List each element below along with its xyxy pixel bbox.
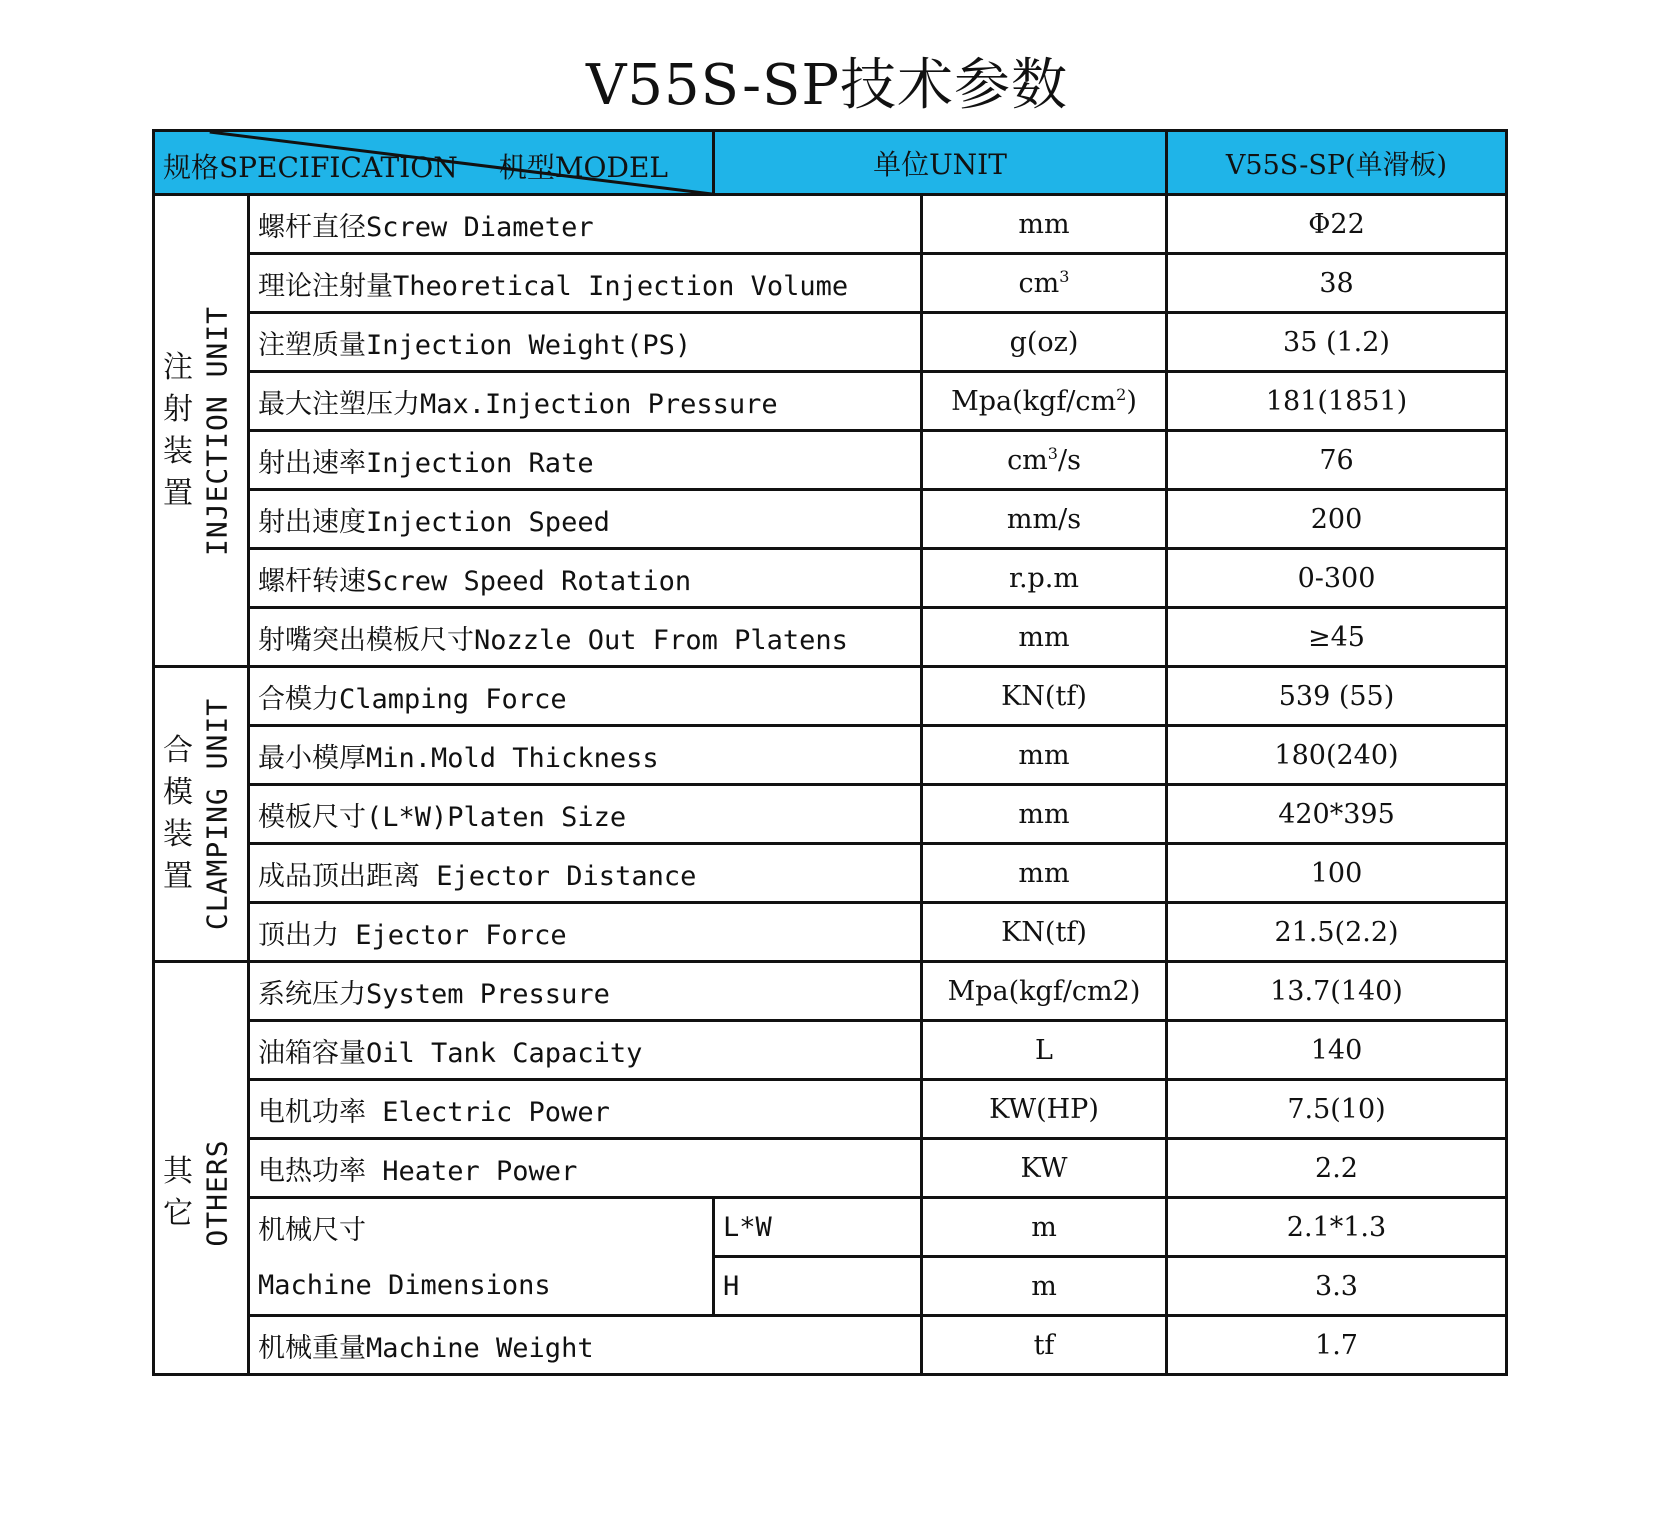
param-value: 21.5(2.2) [1167,903,1507,962]
specification-label: 规格SPECIFICATION [163,151,458,184]
param-name [249,1080,922,1139]
unit-superscript: 3 [1047,443,1058,463]
table-row [154,431,1507,490]
param-zh: 电热功率 [258,1155,366,1187]
param-name [249,490,922,549]
param-en: Theoretical Injection Volume [393,270,849,302]
param-unit: KN(tf) [922,667,1167,726]
param-unit: g(oz) [922,313,1167,372]
param-value: 7.5(10) [1167,1080,1507,1139]
table-row [154,903,1507,962]
param-value: 35 (1.2) [1167,313,1507,372]
table-row [154,726,1507,785]
table-row [154,1316,1507,1375]
param-unit: mm [922,844,1167,903]
param-en: Nozzle Out From Platens [474,624,848,656]
param-en: Injection Weight(PS) [366,329,692,361]
param-name [249,254,922,313]
param-en: Electric Power [366,1096,610,1128]
param-en: Machine Weight [366,1332,594,1364]
param-zh: 油箱容量 [258,1037,366,1069]
param-name [249,844,922,903]
param-name [249,1021,922,1080]
table-row [154,195,1507,254]
group-clamping-zh: 合模装置 [163,733,193,894]
dimension-h-label: H [714,1257,922,1316]
param-value: 2.2 [1167,1139,1507,1198]
param-zh: 系统压力 [258,978,366,1010]
spec-model-header-cell [154,131,714,195]
param-en: Max.Injection Pressure [420,388,778,420]
param-zh: 注塑质量 [258,329,366,361]
param-unit: mm/s [922,490,1167,549]
unit-tail: ) [1126,385,1137,417]
page-title: V55S-SP技术参数 [585,53,1069,118]
table-row [154,1080,1507,1139]
param-unit: KW(HP) [922,1080,1167,1139]
param-value: 2.1*1.3 [1167,1198,1507,1257]
group-injection-en: INJECTION UNIT [200,305,234,556]
param-name [249,608,922,667]
param-en: Ejector Distance [420,860,697,892]
param-en: Clamping Force [339,683,567,715]
param-name [249,549,922,608]
table-row [154,785,1507,844]
param-name [249,195,922,254]
param-value: ≥45 [1167,608,1507,667]
param-value: 1.7 [1167,1316,1507,1375]
table-row [154,1257,1507,1316]
param-en: Heater Power [366,1155,578,1187]
param-name [249,313,922,372]
group-clamping-en: CLAMPING UNIT [200,697,234,931]
param-zh: 螺杆转速 [258,565,366,597]
param-en: Injection Speed [366,506,610,538]
group-clamping [154,667,249,962]
table-row [154,549,1507,608]
machine-dimensions-en: Machine Dimensions [249,1257,714,1316]
param-value: 140 [1167,1021,1507,1080]
param-value: 0-300 [1167,549,1507,608]
group-others-zh: 其它 [163,1153,193,1231]
param-unit: mm [922,785,1167,844]
param-en: Injection Rate [366,447,594,479]
param-name [249,667,922,726]
param-zh: 射出速度 [258,506,366,538]
group-others [154,962,249,1375]
param-value: 420*395 [1167,785,1507,844]
param-en: Screw Diameter [366,211,594,243]
param-name [249,1316,922,1375]
param-name [249,785,922,844]
unit-base: cm [1018,267,1060,299]
table-row [154,608,1507,667]
param-unit: mm [922,195,1167,254]
param-zh: 模板尺寸 [258,801,366,833]
unit-header: 单位UNIT [714,131,1167,195]
table-row [154,1139,1507,1198]
param-zh: 理论注射量 [258,270,393,302]
param-en: Oil Tank Capacity [366,1037,643,1069]
param-zh: 射嘴突出模板尺寸 [258,624,474,656]
param-unit [922,372,1167,431]
dimension-lw-label: L*W [714,1198,922,1257]
param-en: Ejector Force [339,919,567,951]
table-row [154,1198,1507,1257]
param-en: Screw Speed Rotation [366,565,692,597]
table-row [154,254,1507,313]
machine-dimensions-zh [249,1198,714,1257]
param-zh: 螺杆直径 [258,211,366,243]
group-injection [154,195,249,667]
param-zh: 合模力 [258,683,339,715]
param-unit: tf [922,1316,1167,1375]
group-others-en: OTHERS [200,1139,234,1247]
param-zh: 成品顶出距离 [258,860,420,892]
param-zh: 射出速率 [258,447,366,479]
param-zh: 最大注塑压力 [258,388,420,420]
model-label: 机型MODEL [498,151,668,184]
param-value: 181(1851) [1167,372,1507,431]
unit-tail: /s [1057,444,1081,476]
param-value: 539 (55) [1167,667,1507,726]
table-row [154,844,1507,903]
param-unit: m [922,1257,1167,1316]
param-unit: m [922,1198,1167,1257]
param-value: Φ22 [1167,195,1507,254]
param-name [249,726,922,785]
param-unit [922,431,1167,490]
param-name [249,903,922,962]
param-value: 200 [1167,490,1507,549]
unit-base: cm [1007,444,1048,476]
param-en: System Pressure [366,978,610,1010]
param-zh: 顶出力 [258,919,339,951]
table-header-row [154,131,1507,195]
param-zh: 机械重量 [258,1332,366,1364]
table-row [154,490,1507,549]
param-zh: 电机功率 [258,1096,366,1128]
param-unit: Mpa(kgf/cm2) [922,962,1167,1021]
table-row [154,313,1507,372]
table-row [154,962,1507,1021]
param-value: 100 [1167,844,1507,903]
param-unit: mm [922,726,1167,785]
model-value-header: V55S-SP(单滑板) [1167,131,1507,195]
param-name [249,1139,922,1198]
param-unit: KW [922,1139,1167,1198]
param-name [249,962,922,1021]
param-unit: KN(tf) [922,903,1167,962]
param-value: 3.3 [1167,1257,1507,1316]
param-value: 180(240) [1167,726,1507,785]
param-unit: L [922,1021,1167,1080]
spec-table [152,129,1508,1376]
param-unit: mm [922,608,1167,667]
unit-superscript: 3 [1059,266,1070,286]
table-row [154,1021,1507,1080]
param-value: 38 [1167,254,1507,313]
table-row [154,372,1507,431]
unit-base: Mpa(kgf/cm [951,385,1117,417]
param-value: 76 [1167,431,1507,490]
param-zh: 机械尺寸 [258,1215,366,1247]
group-injection-zh: 注射装置 [163,349,193,511]
param-name [249,431,922,490]
table-row [154,667,1507,726]
param-en: Min.Mold Thickness [366,742,659,774]
param-zh: 最小模厚 [258,742,366,774]
param-en: (L*W)Platen Size [366,801,627,833]
param-name [249,372,922,431]
param-value: 13.7(140) [1167,962,1507,1021]
param-unit: r.p.m [922,549,1167,608]
unit-superscript: 2 [1116,384,1127,404]
param-unit [922,254,1167,313]
